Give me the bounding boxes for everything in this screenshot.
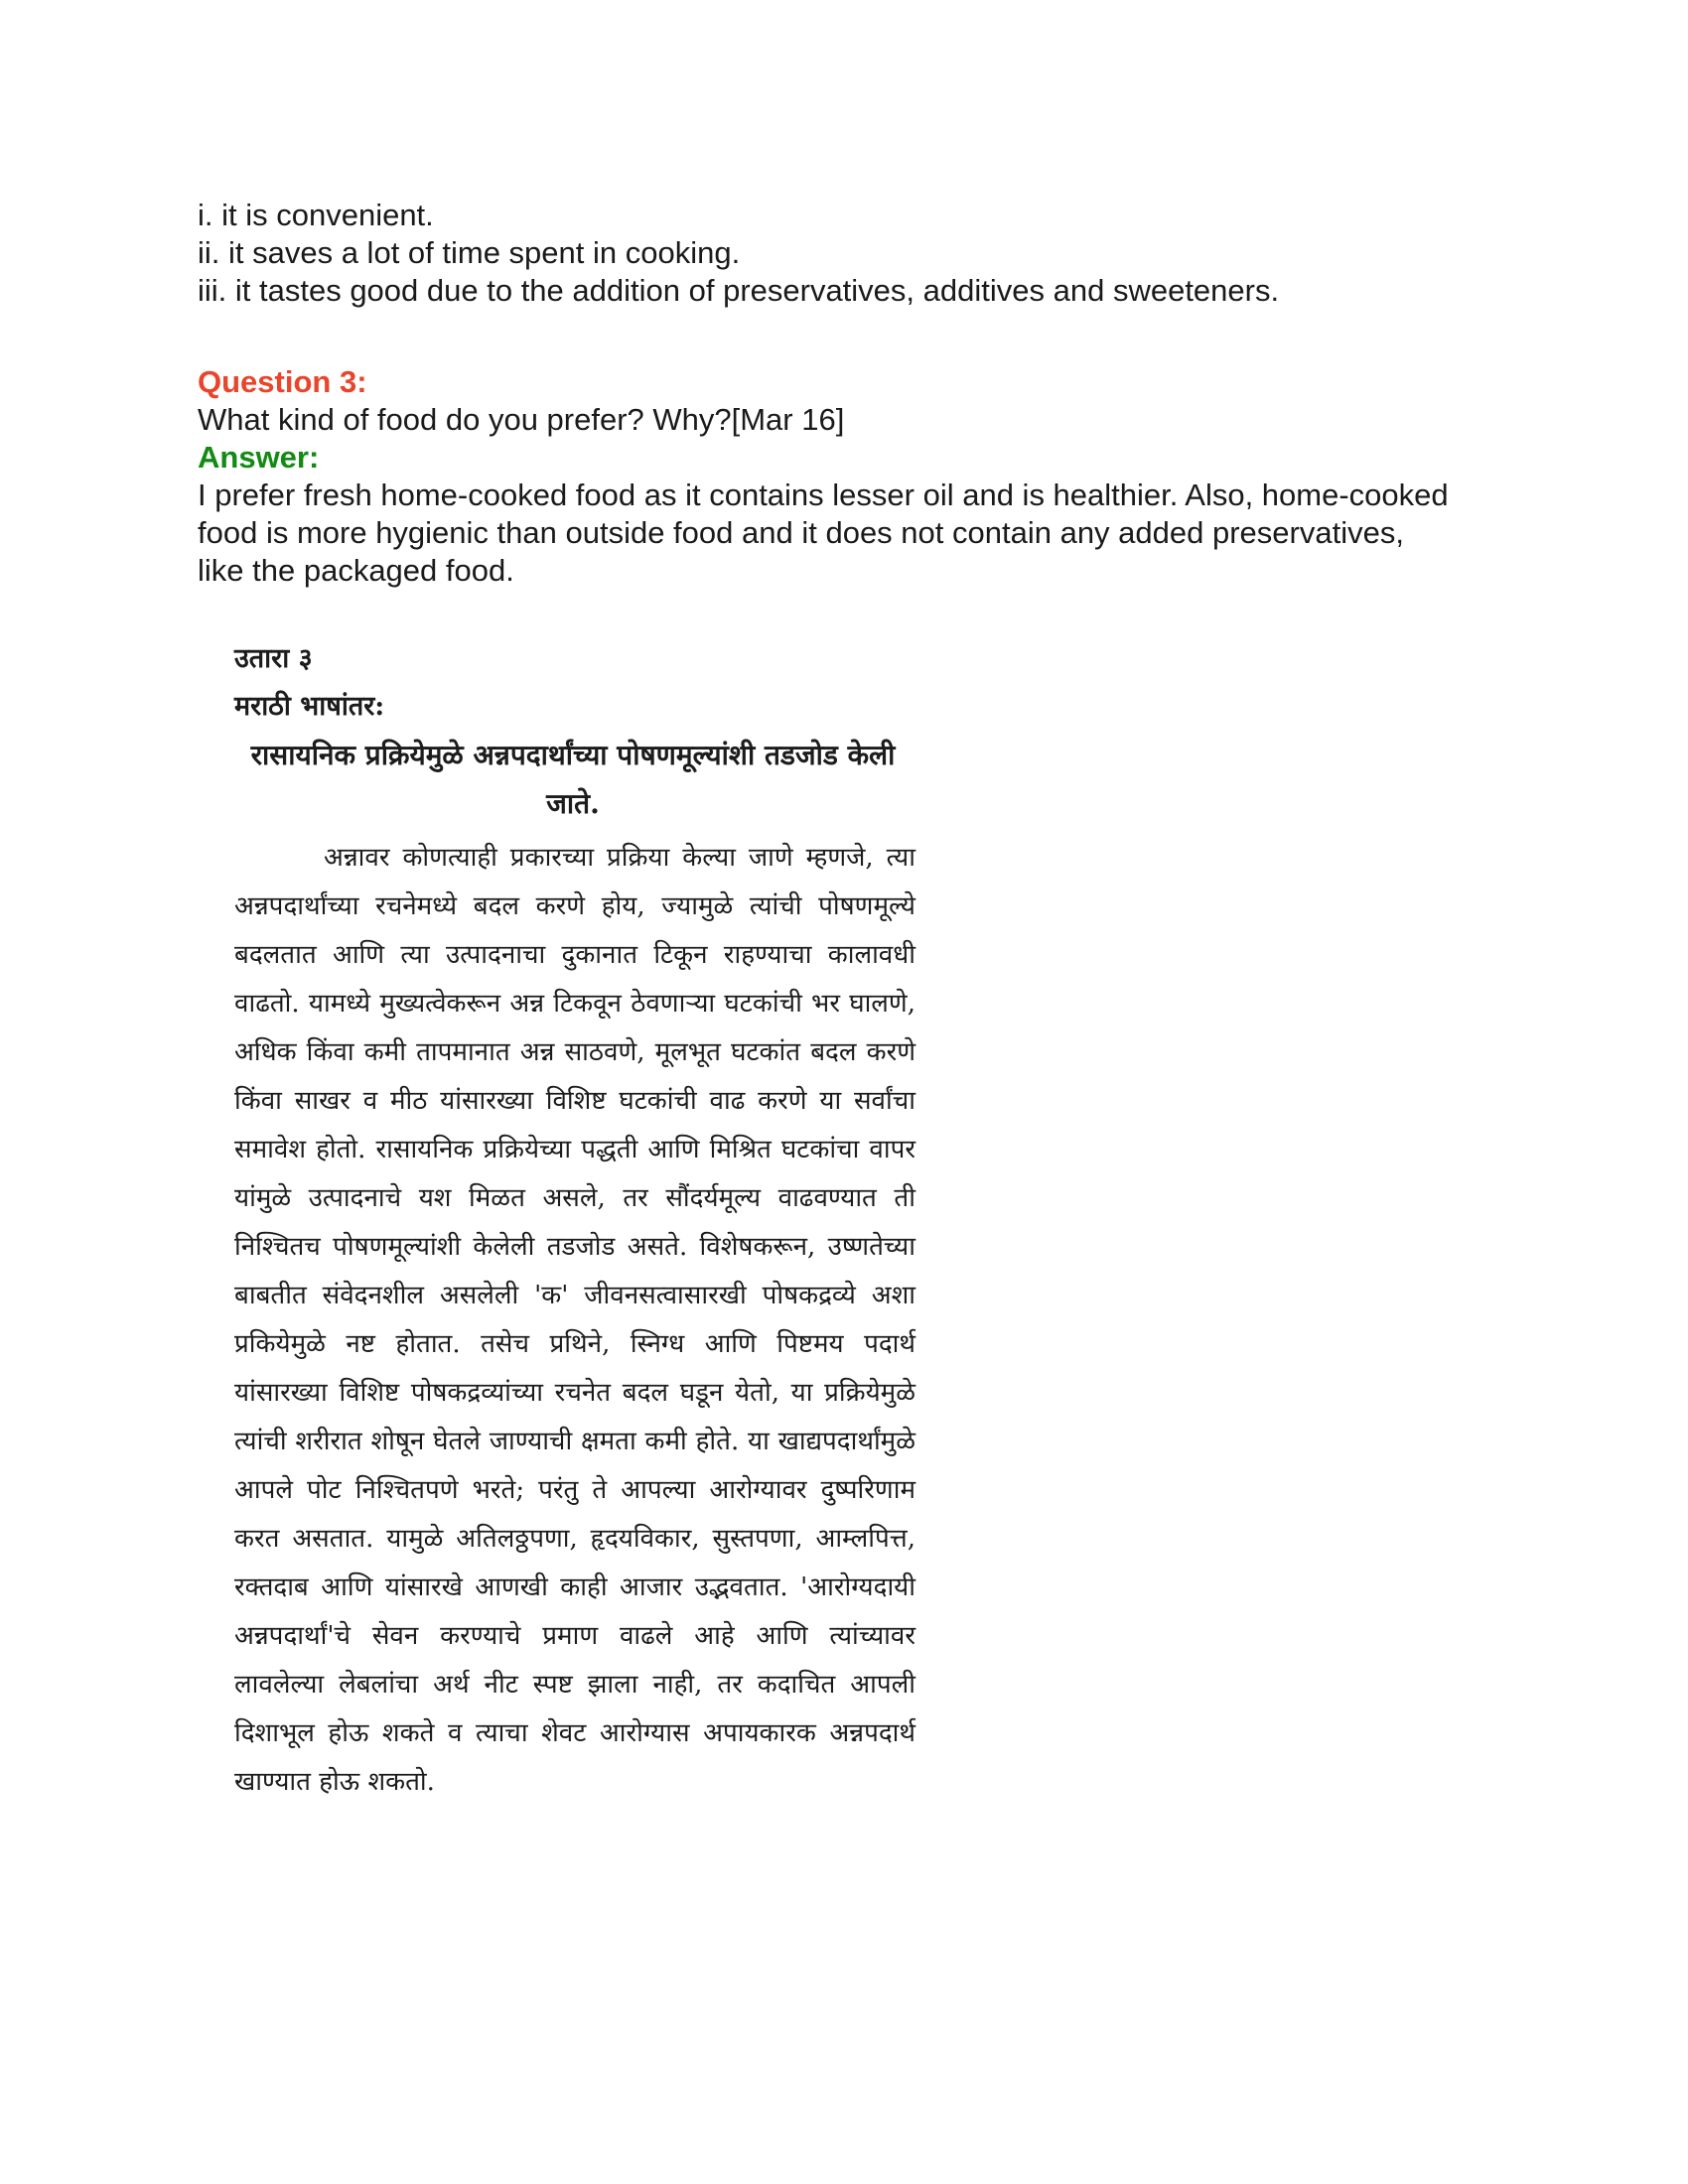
passage-label: उतारा ३ — [234, 643, 313, 674]
list-item: i. it is convenient. — [198, 198, 434, 232]
question-answer-section — [198, 363, 1488, 590]
question-text: What kind of food do you prefer? Why?[Mar 16] — [198, 402, 845, 437]
translation-label: मराठी भाषांतर: — [234, 691, 385, 722]
marathi-title: रासायनिक प्रक्रियेमुळे अन्नपदार्थांच्या पोषणमूल्यांशी तडजोड केली जाते. — [250, 739, 896, 820]
list-item: iii. it tastes good due to the addition of preservatives, additives and sweeteners. — [198, 273, 1280, 308]
answer-text: I prefer fresh home-cooked food as it contains lesser oil and is healthier. Also, home-cooked food is more hygienic than outside food and it does not contain any added preservatives, like the packaged food. — [198, 478, 1449, 588]
marathi-translation-scan — [234, 635, 929, 1833]
marathi-body: अन्नावर कोणत्याही प्रकारच्या प्रक्रिया केल्या जाणे म्हणजे, त्या अन्नपदार्थांच्या रचनेमध्ये बदल करणे होय, ज्यामुळे त्यांची पोषणमूल्ये बदलतात आणि त्या उत्पादनाचा दुकानात टिकून राहण्याचा कालावधी वाढतो. यामध्ये मुख्यत्वेकरून अन्न टिकवून ठेवणाऱ्या घटकांची भर घालणे, अधिक किंवा कमी तापमानात अन्न साठवणे, मूलभूत घटकांत बदल करणे किंवा साखर व मीठ यांसारख्या विशिष्ट घटकांची वाढ करणे या सर्वांचा समावेश होतो. रासायनिक प्रक्रियेच्या पद्धती आणि मिश्रित घटकांचा वापर यांमुळे उत्पादनाचे यश मिळत असले, तर सौंदर्यमूल्य वाढवण्यात ती निश्चितच पोषणमूल्यांशी केलेली तडजोड असते. विशेषकरून, उष्णतेच्या बाबतीत संवेदनशील असलेली 'क' जीवनसत्वासारखी पोषकद्रव्ये अशा प्रकियेमुळे नष्ट होतात. तसेच प्रथिने, स्निग्ध आणि पिष्टमय पदार्थ यांसारख्या विशिष्ट पोषकद्रव्यांच्या रचनेत बदल घडून येतो, या प्रक्रियेमुळे त्यांची शरीरात शोषून घेतले जाण्याची क्षमता कमी होते. या खाद्यपदार्थांमुळे आपले पोट निश्चितपणे भरते; परंतु ते आपल्या आरोग्यावर दुष्परिणाम करत असतात. यामुळे अतिलठ्ठपणा, हृदयविकार, सुस्तपणा, आम्लपित्त, रक्तदाब आणि यांसारखे आणखी काही आजार उद्भवतात. 'आरोग्यदायी अन्नपदार्थां'चे सेवन करण्याचे प्रमाण वाढले आहे आणि त्यांच्यावर लावलेल्या लेबलांचा अर्थ नीट स्पष्ट झाला नाही, तर कदाचित आपली दिशाभूल होऊ शकते व त्याचा शेवट आरोग्यास अपायकारक अन्नपदार्थ खाण्यात होऊ शकतो. — [234, 843, 915, 1797]
answer-heading: Answer: — [198, 440, 320, 475]
question-heading: Question 3: — [198, 364, 367, 399]
list-item: ii. it saves a lot of time spent in cooking. — [198, 235, 741, 270]
reasons-list — [198, 197, 1488, 310]
